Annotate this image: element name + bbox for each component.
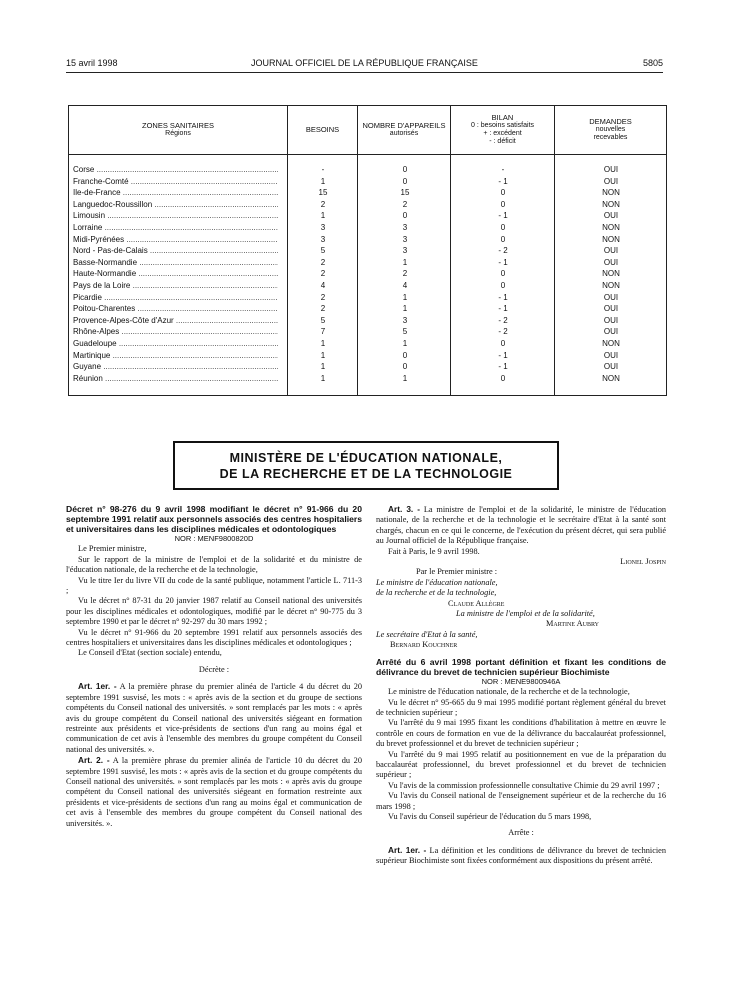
appareils-cell: 2	[402, 269, 408, 279]
bilan-cell: 0	[500, 222, 506, 232]
demandes-cell: NON	[602, 188, 620, 198]
th-bilan-l3: - : déficit	[489, 138, 516, 145]
signature: Bernard Kouchner	[390, 640, 458, 650]
besoins-cell: 4	[320, 280, 326, 290]
right-column	[376, 504, 666, 867]
demandes-cell: OUI	[603, 327, 619, 337]
region-cell: Poitou-Charentes .....	[73, 303, 278, 315]
besoins-cell: -	[321, 165, 325, 174]
signatory-title: Le secrétaire d'Etat à la santé,	[376, 629, 478, 639]
paragraph: Vu l'avis du Conseil national de l'enseignement supérieur et de la recherche du 16 mars 1998 ;	[376, 791, 666, 811]
besoins-cell: 1	[320, 373, 326, 383]
article-text: La ministre de l'emploi et de la solidarité, le ministre de l'éducation nationale, de la recherche et de la technologie et le secrétaire d'Etat à la santé sont chargés, chacun en ce qui le concerne, de l'exécution du présent décret, qui sera publié au Journal officiel de la République française.	[376, 505, 666, 546]
article-label: Art. 1er. -	[388, 844, 427, 855]
ministry-banner	[173, 441, 559, 490]
besoins-cell: 1	[320, 176, 326, 186]
paragraph: Vu le décret n° 91-966 du 20 septembre 1991 relatif aux personnels associés des centres hospitaliers et universitaires dans les disciplines médicales et odontologiques ;	[66, 627, 362, 648]
paragraph: Sur le rapport de la ministre de l'emploi et de la solidarité et du ministre de l'éducation nationale, de la recherche et de la technologie,	[66, 554, 362, 575]
article-text: A la première phrase du premier alinéa de l'article 4 du décret du 20 septembre 1991 susvisé, les mots : « après avis de la section et du groupe de sections compétents du Conseil national des universités. » sont remplacés par les mots : « après avis du groupe compétent du Conseil national des universités siégeant en formation restreinte aux présidents et vice-présidents de sections d'un rang au moins égal et communication de cet avis à l'ensemble des membres du groupe compétent du Conseil national des universités. ».	[66, 682, 363, 754]
th-bilan-l2: + : excédent	[483, 130, 522, 137]
appareils-cell: 1	[402, 373, 408, 383]
besoins-cell: 1	[320, 338, 326, 348]
region-cell: Rhône-Alpes .....	[73, 326, 278, 338]
appareils-cell: 0	[402, 211, 408, 221]
par-line: Par le Premier ministre :	[416, 567, 498, 577]
th-appareils-title: NOMBRE D'APPAREILS	[362, 121, 446, 130]
table-row	[69, 315, 666, 327]
bilan-cell: -	[501, 165, 505, 174]
th-bilan-l1: 0 : besoins satisfaits	[470, 122, 535, 129]
bilan-cell: - 2	[498, 327, 508, 337]
appareils-cell: 4	[402, 280, 408, 290]
appareils-cell: 3	[402, 315, 408, 325]
th-besoins-title: BESOINS	[305, 125, 340, 134]
region-cell: Midi-Pyrénées .....	[73, 234, 278, 246]
demandes-cell: NON	[602, 234, 620, 244]
demandes-cell: OUI	[603, 350, 619, 360]
region-cell: Corse .....	[73, 164, 278, 176]
besoins-cell: 2	[320, 257, 326, 267]
table-row	[69, 373, 666, 385]
article-text: La définition et les conditions de délivrance du brevet de technicien supérieur Biochimiste sont fixées conformément aux dispositions du présent arrêté.	[376, 845, 667, 866]
demandes-cell: NON	[602, 222, 620, 232]
appareils-cell: 0	[402, 362, 408, 372]
bilan-cell: - 1	[498, 362, 508, 372]
paragraph: Vu l'avis de la commission professionnelle consultative Chimie du 29 avril 1997 ;	[388, 780, 660, 790]
page-header	[66, 58, 663, 72]
decree-title: Décret n° 98-276 du 9 avril 1998 modifiant le décret n° 91-966 du 20 septembre 1991 relatif aux personnels associés des centres hospitaliers et universitaires dans les disciplines médicales et odontologiques	[66, 504, 362, 534]
fait-line: Fait à Paris, le 9 avril 1998.	[388, 546, 480, 556]
signatory-title: de la recherche et de la technologie,	[376, 588, 497, 598]
table-row	[69, 176, 666, 188]
region-cell: Picardie .....	[73, 292, 278, 304]
appareils-cell: 5	[402, 327, 408, 337]
th-bilan	[451, 106, 554, 154]
bilan-cell: - 2	[498, 315, 508, 325]
signatory-title: La ministre de l'emploi et de la solidarité,	[456, 609, 595, 619]
table-row	[69, 292, 666, 304]
bilan-cell: - 1	[498, 304, 508, 314]
article-label: Art. 2. -	[78, 755, 110, 766]
table-row	[69, 268, 666, 280]
region-cell: Guadeloupe .....	[73, 338, 278, 350]
appareils-cell: 2	[402, 199, 408, 209]
demandes-cell: NON	[602, 338, 620, 348]
th-appareils	[358, 106, 450, 154]
region-cell: Martinique .....	[73, 350, 278, 362]
besoins-cell: 3	[320, 222, 326, 232]
region-cell: Haute-Normandie .....	[73, 268, 278, 280]
table-row	[69, 187, 666, 199]
demandes-cell: OUI	[603, 362, 619, 372]
bilan-cell: - 1	[498, 257, 508, 267]
table-row	[69, 222, 666, 234]
demandes-cell: OUI	[603, 176, 619, 186]
arrete-heading: Arrête :	[508, 828, 534, 838]
region-cell: Ile-de-France .....	[73, 187, 278, 199]
bilan-cell: - 1	[498, 292, 508, 302]
article-label: Art. 3. -	[388, 504, 421, 514]
bilan-cell: - 1	[498, 176, 508, 186]
region-cell: Lorraine .....	[73, 222, 278, 234]
article-1-arrete	[376, 845, 666, 867]
paragraph: Vu le titre Ier du livre VII du code de la santé publique, notamment l'article L. 711-3 ;	[66, 575, 362, 596]
table-row	[69, 350, 666, 362]
bilan-cell: 0	[500, 199, 506, 209]
signatory-title: Le ministre de l'éducation nationale,	[376, 577, 498, 587]
arrete-nor: NOR : MENE9800946A	[481, 676, 561, 686]
demandes-cell: OUI	[603, 211, 619, 221]
besoins-cell: 5	[320, 315, 326, 325]
region-cell: Pays de la Loire .....	[73, 280, 278, 292]
demandes-cell: OUI	[603, 292, 619, 302]
article-3	[376, 504, 666, 547]
bilan-cell: 0	[500, 188, 506, 198]
table-row	[69, 234, 666, 246]
region-cell: Franche-Comté .....	[73, 176, 278, 188]
th-zones-sub: Régions	[165, 130, 191, 137]
besoins-cell: 1	[320, 211, 326, 221]
besoins-cell: 2	[320, 304, 326, 314]
appareils-cell: 3	[402, 246, 408, 256]
decrete-heading: Décrète :	[198, 664, 230, 674]
region-cell: Guyane .....	[73, 361, 278, 373]
article-2	[66, 755, 362, 829]
decree-nor: NOR : MENF9800820D	[174, 534, 254, 543]
table-header-rule	[69, 154, 666, 155]
demandes-cell: OUI	[603, 315, 619, 325]
paragraph: Le Premier ministre,	[78, 544, 147, 554]
table-row	[69, 338, 666, 350]
besoins-cell: 5	[320, 246, 326, 256]
region-cell: Provence-Alpes-Côte d'Azur .....	[73, 315, 278, 327]
appareils-cell: 3	[402, 234, 408, 244]
appareils-cell: 15	[400, 188, 410, 198]
besoins-cell: 15	[318, 188, 328, 198]
appareils-cell: 1	[402, 338, 408, 348]
bilan-cell: 0	[500, 338, 506, 348]
table-row	[69, 361, 666, 373]
paragraph: Vu l'avis du Conseil supérieur de l'éducation du 5 mars 1998,	[388, 811, 592, 821]
appareils-cell: 0	[402, 176, 408, 186]
table-row	[69, 210, 666, 222]
th-besoins	[288, 106, 357, 154]
besoins-cell: 2	[320, 269, 326, 279]
appareils-cell: 0	[402, 350, 408, 360]
region-cell: Nord - Pas-de-Calais .....	[73, 245, 278, 257]
region-cell: Limousin .....	[73, 210, 278, 222]
article-label: Art. 1er. -	[78, 681, 117, 692]
bilan-cell: - 2	[498, 246, 508, 256]
table-row	[69, 199, 666, 211]
demandes-cell: NON	[602, 199, 620, 209]
demandes-cell: OUI	[603, 246, 619, 256]
besoins-cell: 2	[320, 199, 326, 209]
bilan-cell: 0	[500, 280, 506, 290]
signature: Martine Aubry	[546, 619, 599, 629]
table-row	[69, 257, 666, 269]
signature: Lionel Jospin	[620, 557, 666, 567]
besoins-cell: 1	[320, 362, 326, 372]
th-appareils-sub: autorisés	[389, 130, 419, 137]
appareils-cell: 1	[402, 292, 408, 302]
besoins-cell: 7	[320, 327, 326, 337]
demandes-cell: NON	[602, 280, 620, 290]
demandes-cell: OUI	[603, 165, 619, 174]
th-demandes-l1: nouvelles	[595, 126, 626, 133]
paragraph: Le Conseil d'Etat (section sociale) entendu,	[78, 648, 222, 658]
th-bilan-title: BILAN	[491, 113, 514, 122]
th-zones-title: ZONES SANITAIRES	[142, 121, 214, 130]
demandes-cell: OUI	[603, 304, 619, 314]
article-text: A la première phrase du premier alinéa de l'article 10 du décret du 20 septembre 1991 susvisé, les mots : « après avis de la section et du groupe compétents du Conseil national des universités. » sont remplacés par les mots : « après avis du groupe compétent du Conseil national des universités siégeant en formation restreinte aux présidents et vice-présidents de sections d'un rang au moins égal et communication de cet avis à l'ensemble des membres du groupe compétent du Conseil national des universités. ».	[66, 756, 362, 828]
table-row	[69, 245, 666, 257]
table-body	[69, 164, 666, 384]
bilan-cell: 0	[500, 234, 506, 244]
paragraph: Vu le décret n° 95-665 du 9 mai 1995 modifié portant règlement général du brevet de technicien supérieur ;	[376, 697, 666, 717]
demandes-cell: NON	[602, 269, 620, 279]
region-cell: Réunion .....	[73, 373, 278, 385]
article-1	[66, 681, 362, 755]
table-row	[69, 280, 666, 292]
left-column	[66, 504, 362, 829]
bilan-cell: 0	[500, 373, 506, 383]
besoins-cell: 3	[320, 234, 326, 244]
demandes-cell: OUI	[603, 257, 619, 267]
header-rule	[66, 72, 663, 73]
header-date: 15 avril 1998	[66, 58, 118, 68]
arrete-title: Arrêté du 6 avril 1998 portant définition et fixant les conditions de délivrance du brevet de technicien supérieur Biochimiste	[376, 656, 666, 677]
bilan-cell: - 1	[498, 350, 508, 360]
bilan-cell: - 1	[498, 211, 508, 221]
ministry-line-1: MINISTÈRE DE L'ÉDUCATION NATIONALE,	[229, 450, 503, 465]
th-demandes	[555, 106, 666, 154]
appareils-cell: 1	[402, 257, 408, 267]
ministry-line-2: DE LA RECHERCHE ET DE LA TECHNOLOGIE	[219, 466, 513, 481]
appareils-cell: 1	[402, 304, 408, 314]
table-row	[69, 326, 666, 338]
paragraph: Vu l'arrêté du 9 mai 1995 fixant les conditions d'habilitation à mettre en œuvre le contrôle en cours de formation en vue de la délivrance du baccalauréat professionnel, du brevet professionnel et du brevet de technicien supérieur ;	[376, 718, 666, 749]
paragraph: Vu le décret n° 87-31 du 20 janvier 1987 relatif au Conseil national des universités pour les disciplines médicales et odontologiques, modifié par le décret n° 90-775 du 3 septembre 1990 et par le décret n° 92-297 du 30 mars 1992 ;	[66, 596, 362, 627]
paragraph: Vu l'arrêté du 9 mai 1995 relatif au positionnement en vue de la préparation du baccalauréat professionnel, du brevet professionnel et du brevet de technicien supérieur ;	[376, 749, 666, 780]
region-cell: Basse-Normandie .....	[73, 257, 278, 269]
th-demandes-l2: recevables	[593, 134, 628, 141]
besoins-cell: 2	[320, 292, 326, 302]
demandes-cell: NON	[602, 373, 620, 383]
appareils-cell: 3	[402, 222, 408, 232]
besoins-cell: 1	[320, 350, 326, 360]
region-cell: Languedoc-Roussillon .....	[73, 199, 278, 211]
appareils-cell: 0	[402, 165, 408, 174]
table-row	[69, 164, 666, 176]
th-zones	[69, 106, 287, 154]
table-row	[69, 303, 666, 315]
bilan-cell: 0	[500, 269, 506, 279]
paragraph: Le ministre de l'éducation nationale, de la recherche et de la technologie,	[388, 687, 630, 697]
header-journal-title: JOURNAL OFFICIEL DE LA RÉPUBLIQUE FRANÇAISE	[251, 58, 478, 68]
header-page-number: 5805	[642, 58, 663, 68]
th-demandes-title: DEMANDES	[589, 117, 632, 126]
signature: Claude Allègre	[448, 598, 505, 608]
zones-table	[68, 105, 667, 396]
